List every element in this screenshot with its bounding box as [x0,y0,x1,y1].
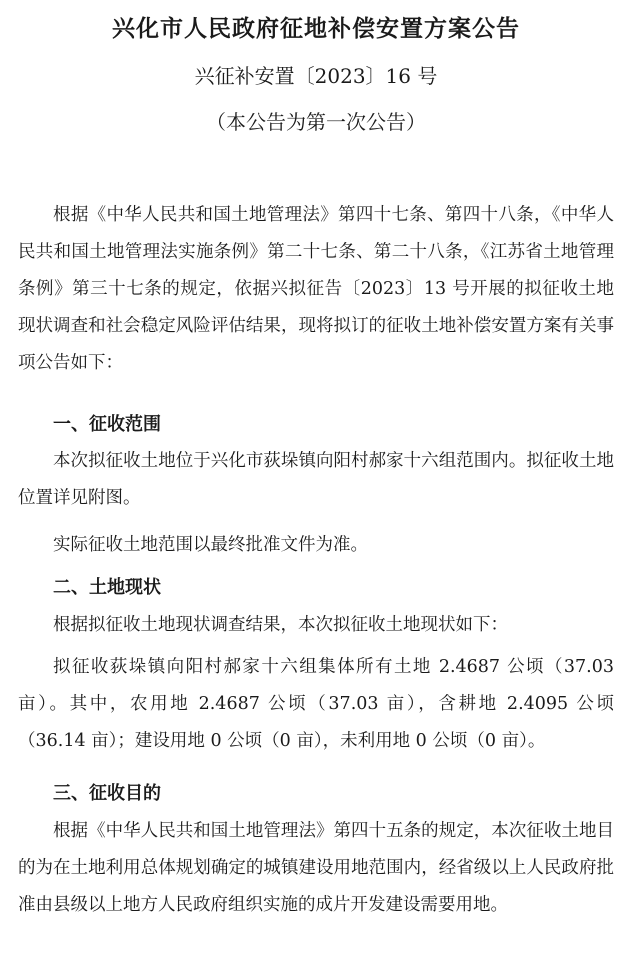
section-land-status-paragraph-2: 拟征收荻垛镇向阳村郝家十六组集体所有土地 2.4687 公顷（37.03 亩）。其中，农用地 2.4687 公顷（37.03 亩），含耕地 2.4095 公顷（36.14 亩）；建设用地 0 公顷（0 亩），未利用地 0 公顷（0 亩）。 [18,657,614,751]
notice-order: （本公告为第一次公告） [206,110,426,134]
document-title: 兴化市人民政府征地补偿安置方案公告 [112,16,520,42]
section-scope-paragraph-1: 本次拟征收土地位于兴化市荻垛镇向阳村郝家十六组范围内。拟征收土地位置详见附图。 [18,451,614,508]
section-land-status-paragraph-1: 根据拟征收土地现状调查结果，本次拟征收土地现状如下： [53,615,508,635]
section-scope-paragraph-2: 实际征收土地范围以最终批准文件为准。 [53,535,368,555]
section-heading-scope: 一、征收范围 [53,414,161,435]
intro-paragraph: 根据《中华人民共和国土地管理法》第四十七条、第四十八条，《中华人民共和国土地管理法实施条例》第二十七条、第二十八条，《江苏省土地管理条例》第三十七条的规定，依据兴拟征告〔2023〕13 号开展的拟征收土地现状调查和社会稳定风险评估结果，现将拟订的征收土地补偿安置方案有关事项公告如下： [18,205,614,373]
section-purpose-paragraph-1: 根据《中华人民共和国土地管理法》第四十五条的规定，本次征收土地目的为在土地利用总体规划确定的城镇建设用地范围内，经省级以上人民政府批准由县级以上地方人民政府组织实施的成片开发建设需要用地。 [18,821,614,915]
document-number: 兴征补安置〔2023〕16 号 [194,64,438,88]
section-heading-purpose: 三、征收目的 [53,783,161,804]
section-heading-land-status: 二、土地现状 [53,577,161,598]
